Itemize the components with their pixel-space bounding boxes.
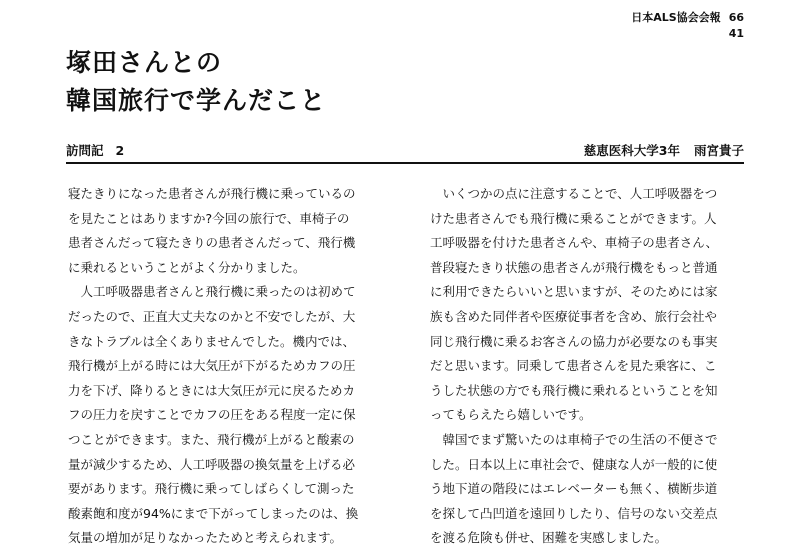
author-affiliation: 慈恵医科大学3年	[583, 143, 680, 158]
body-line: だったので、正直大丈夫なのかと不安でしたが、大	[68, 308, 356, 324]
body-line: いくつかの点に注意することで、人工呼吸器をつ	[430, 186, 718, 201]
body-line: した。日本以上に車社会で、健康な人が一般的に使	[430, 456, 718, 472]
byline	[66, 141, 744, 159]
body-line: 要があります。飛行機に乗ってしばらくして測った	[68, 481, 355, 497]
body-line: 気量の増加が足りなかったためと考えられます。	[68, 530, 343, 546]
body-line: けた患者さんでも飛行機に乗ることができます。人	[430, 210, 717, 226]
article-title	[66, 44, 326, 120]
article-kind	[66, 141, 124, 159]
body-line: 力を下げ、降りるときには大気圧が元に戻るためカ	[68, 382, 356, 398]
author-name: 雨宮貴子	[693, 143, 744, 158]
body-line: フの圧力を戻すことでカフの圧をある程度一定に保	[68, 407, 356, 423]
title-line-2: 韓国旅行で学んだこと	[66, 86, 327, 115]
body-line: 患者さんだって寝たきりの患者さんだって、飛行機	[68, 235, 356, 251]
body-line: を渡る危険も併せ、困難を実感しました。	[430, 530, 668, 546]
issue-number: 66	[728, 11, 744, 24]
body-line: 韓国でまず驚いたのは車椅子での生活の不便さで	[430, 431, 718, 447]
title-line-1: 塚田さんとの	[66, 48, 223, 77]
article-kind-number: 2	[115, 143, 125, 158]
body-line: に乗れるということがよく分かりました。	[68, 259, 306, 275]
article-kind-label: 訪問記	[66, 143, 104, 158]
body-line: 同じ飛行機に乗るお客さんの協力が必要なのも事実	[430, 333, 718, 349]
page-number: 41	[728, 27, 744, 40]
body-line: 普段寝たきり状態の患者さんが飛行機をもっと普通	[430, 259, 718, 275]
body-line: 酸素飽和度が94%にまで下がってしまったのは、換	[68, 505, 359, 521]
body-column-left	[68, 182, 380, 551]
body-line: つことができます。また、飛行機が上がると酸素の	[68, 431, 355, 447]
running-header	[631, 10, 744, 42]
body-line: を見たことはありますか?今回の旅行で、車椅子の	[68, 210, 350, 226]
body-line: 寝たきりになった患者さんが飛行機に乗っているの	[68, 186, 356, 201]
body-line: 族も含めた同伴者や医療従事者を含め、旅行会社や	[430, 308, 718, 324]
body-line: 量が減少するため、人工呼吸器の換気量を上げる必	[68, 456, 356, 472]
body-line: 人工呼吸器患者さんと飛行機に乗ったのは初めて	[68, 284, 356, 300]
body-column-right	[430, 182, 742, 551]
body-line: う地下道の階段にはエレベーターも無く、横断歩道	[430, 481, 718, 497]
author-info	[584, 141, 744, 159]
body-line: ってもらえたら嬉しいです。	[430, 407, 592, 423]
body-line: 飛行機が上がる時には大気圧が下がるためカフの圧	[68, 358, 356, 374]
body-line: きなトラブルは全くありませんでした。機内では、	[68, 333, 356, 349]
body-line: うした状態の方でも飛行機に乗れるということを知	[430, 382, 718, 398]
body-line: を探して凸凹道を遠回りしたり、信号のない交差点	[430, 505, 718, 521]
body-line: だと思います。同乗して患者さんを見た乗客に、こ	[430, 358, 717, 374]
publication-name: 日本ALS協会会報	[631, 11, 721, 24]
title-divider	[66, 162, 744, 164]
publication-info	[631, 10, 744, 26]
body-line: 工呼吸器を付けた患者さんや、車椅子の患者さん、	[430, 235, 719, 251]
body-line: に利用できたらいいと思いますが、そのためには家	[430, 284, 718, 300]
